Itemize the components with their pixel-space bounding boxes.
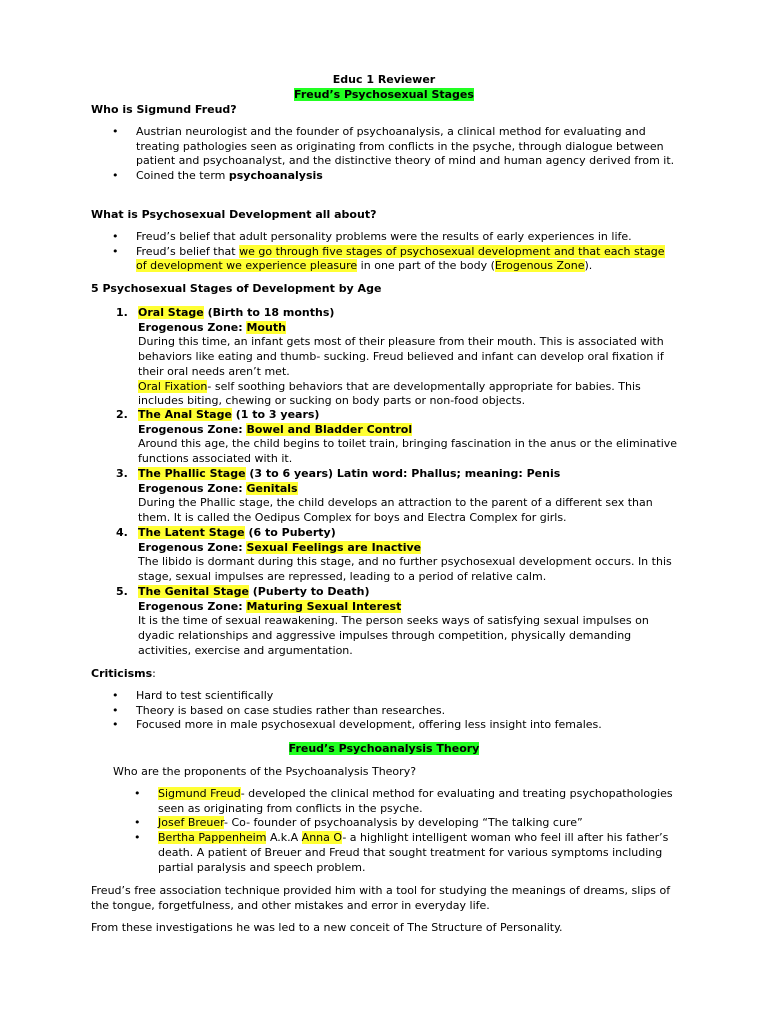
bullet-icon: • [112,230,119,243]
bullet-text: Hard to test scientifically [136,689,274,702]
bullet-icon: • [112,169,119,183]
stage-phallic [116,467,678,526]
zone-label: Erogenous Zone: [138,481,247,495]
proponent-desc: - Co- founder of psychoanalysis by developing “The talking cure” [224,816,583,830]
zone-value: Sexual Feelings are Inactive [246,540,422,554]
zone-label: Erogenous Zone: [138,599,247,613]
proponent-desc: - developed the clinical method for evaluating and treating psychopathologies seen as originating from conflicts in the psyche. [158,787,673,815]
bullet-text: in one part of the body ( [357,259,495,273]
list-item [112,230,676,245]
heading-theory [0,742,768,755]
bullet-icon: • [112,718,119,732]
zone-label: Erogenous Zone: [138,422,247,436]
highlight-text: we go through five stages of psychosexual development and that each stage of development we experience pleasure [136,244,665,273]
stage-description: During the Phallic stage, the child develops an attraction to the parent of a different sex than them. It is called the Oedipus Complex for boys and Electra Complex for girls. [138,496,653,525]
list-item [112,718,676,733]
stage-latent [116,526,678,585]
proponent-name: Sigmund Freud [158,787,241,800]
bullet-text: Coined the term [136,169,229,183]
bullet-icon: • [112,703,119,717]
bullet-icon: • [112,689,119,702]
zone-value: Bowel and Bladder Control [246,422,413,436]
stage-age: (3 to 6 years) Latin word: Phallus; meaning: Penis [245,467,561,480]
zone-value: Maturing Sexual Interest [246,599,402,613]
stage-number: 5. [116,585,128,598]
proponent-alias: Anna O [301,831,343,845]
proponent-desc: - a highlight intelligent woman who feel ill after his father’s death. A patient of Breuer and Freud that sought treatment for various symptoms including partial paralysis and speech problem. [158,831,669,874]
list-freud [112,125,676,184]
proponent-aka: A.k.A [266,831,302,845]
list-psychosexual [112,230,676,274]
title-text: Educ 1 Reviewer [332,73,436,86]
heading-five-stages: 5 Psychosexual Stages of Development by Age [91,282,382,295]
stage-number: 4. [116,526,128,539]
bullet-text: Freud’s belief that adult personality problems were the results of early experiences in life. [136,230,632,243]
bullet-icon: • [134,787,141,800]
bullet-text: Theory is based on case studies rather than researches. [136,703,446,717]
document-title [0,73,768,86]
stage-oral [116,306,678,409]
criticisms-colon: : [152,667,156,680]
stage-name: The Genital Stage [138,585,249,598]
zone-label: Erogenous Zone: [138,540,247,554]
proponent-name: Josef Breuer [158,816,224,830]
stage-genital [116,585,678,659]
bullet-icon: • [134,831,141,845]
closing-paragraph-1: Freud’s free association technique provided him with a tool for studying the meanings of dreams, slips of the tongue, forgetfulness, and other mistakes and error in everyday life. [91,884,671,912]
stage-description: During this time, an infant gets most of their pleasure from their mouth. This is associated with behaviors like eating and thumb- sucking. Freud believed and infant can develop oral fixation if their oral needs aren’t met. [138,335,664,378]
bullet-text: Focused more in male psychosexual development, offering less insight into females. [136,718,602,732]
stage-age: (1 to 3 years) [231,408,320,421]
stage-age: (Birth to 18 months) [203,306,335,319]
stage-name: The Anal Stage [138,408,232,421]
bold-term: psychoanalysis [228,169,323,183]
bullet-icon: • [112,125,119,138]
stage-age: (Puberty to Death) [248,585,370,598]
list-item [112,125,676,169]
list-item [134,831,678,875]
subtitle-text: Freud’s Psychosexual Stages [294,88,474,101]
heading-who-is-freud: Who is Sigmund Freud? [91,103,237,116]
stage-number: 3. [116,467,128,480]
list-item [112,703,676,719]
stage-age: (6 to Puberty) [244,526,336,539]
list-item [134,816,678,831]
stage-name: The Latent Stage [138,526,245,539]
bullet-text: Austrian neurologist and the founder of psychoanalysis, a clinical method for evaluating and treating pathologies seen as originating from conflicts in the psyche, through dialogue between patient and psychoanalyst, and the distinctive theory of mind and human agency derived from it. [136,125,675,168]
document-subtitle [0,88,768,101]
stage-description: Around this age, the child begins to toilet train, bringing fascination in the anus or the eliminative functions associated with it. [138,437,678,466]
highlight-text: Erogenous Zone [494,259,585,273]
bullet-icon: • [112,244,119,258]
stage-number: 1. [116,306,128,319]
list-item [134,787,678,816]
proponent-name: Bertha Pappenheim [158,831,267,845]
zone-value: Genitals [246,481,298,495]
criticisms-heading-text: Criticisms [91,667,153,680]
list-criticisms [112,689,676,733]
stage-name: The Phallic Stage [138,467,246,480]
heading-criticisms [91,667,156,682]
theory-question: Who are the proponents of the Psychoanalysis Theory? [113,765,417,778]
stage-description: The libido is dormant during this stage, and no further psychosexual development occurs. In this stage, sexual impulses are repressed, leading to a period of relative calm. [138,555,672,584]
list-item [112,689,676,704]
stage-anal [116,408,678,467]
bullet-text: ). [584,259,593,273]
stage-name: Oral Stage [138,306,204,319]
heading-psychosexual: What is Psychosexual Development all about? [91,208,377,221]
stage-number: 2. [116,408,128,421]
list-item [112,244,676,274]
zone-label: Erogenous Zone: [138,320,247,334]
closing-paragraph-2: From these investigations he was led to a new conceit of The Structure of Personality. [91,921,563,934]
theory-heading-text: Freud’s Psychoanalysis Theory [288,742,480,755]
list-proponents [134,787,678,875]
bullet-icon: • [134,816,141,830]
list-item [112,169,676,184]
oral-fixation-term: Oral Fixation [138,379,208,393]
stage-description: It is the time of sexual reawakening. The person seeks ways of satisfying sexual impulses on dyadic relationships and aggressive impulses through competition, physically demanding activities, exercise and argumentation. [138,614,649,657]
oral-fixation-desc: - self soothing behaviors that are developmentally appropriate for babies. This includes biting, chewing or sucking on body parts or non-food objects. [138,379,641,408]
zone-value: Mouth [246,320,286,334]
bullet-text: Freud’s belief that [136,244,240,258]
